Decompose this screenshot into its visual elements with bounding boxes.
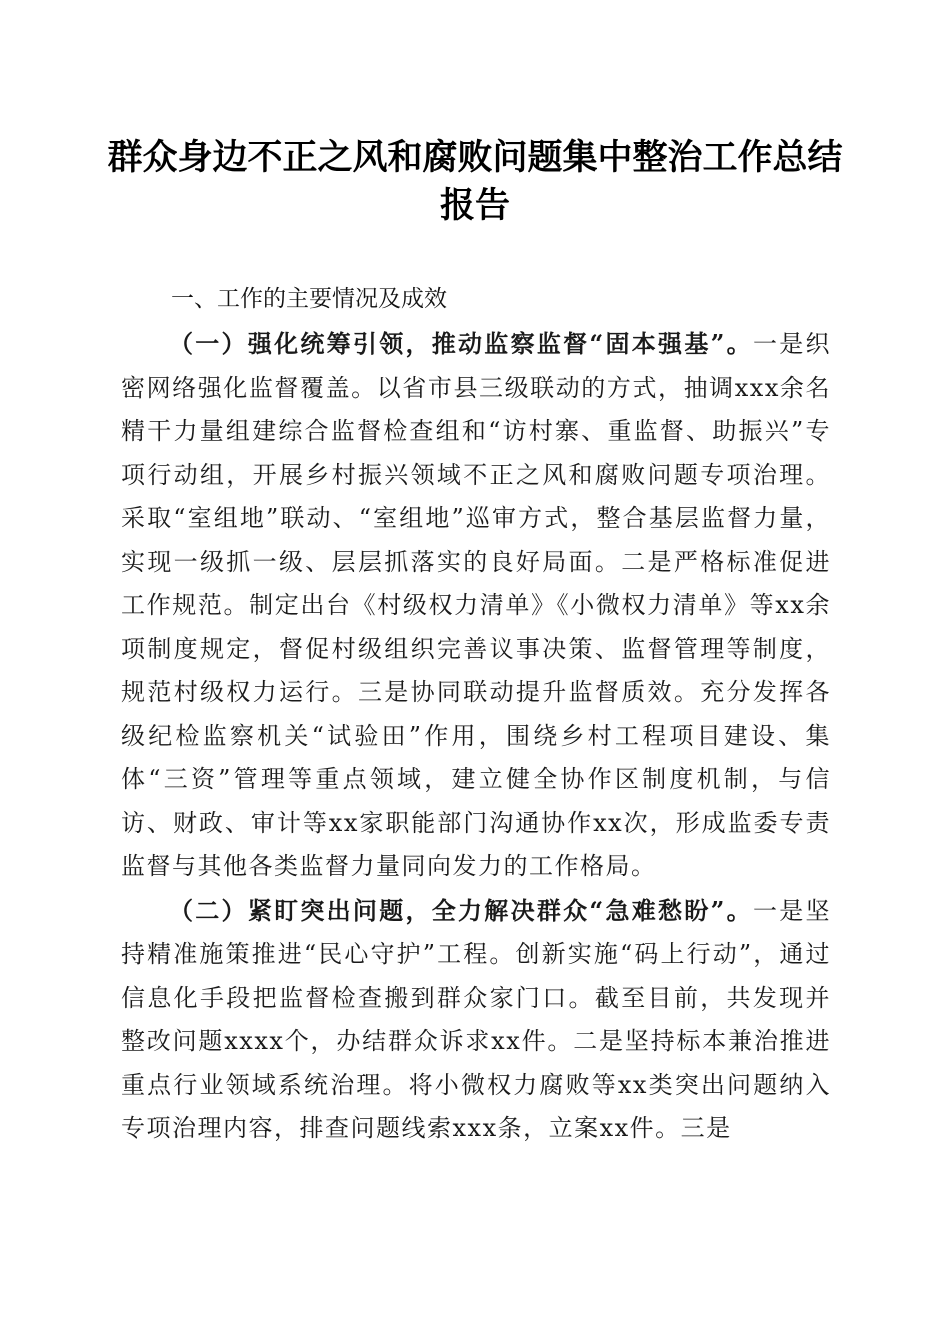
document-body <box>121 276 831 1151</box>
subsection-1-paragraph <box>121 322 831 889</box>
subsection-2-text: 一是坚持精准施策推进“民心守护”工程。创新实施“码上行动”，通过信息化手段把监督检查搬到群众家门口。截至目前，共发现并整改问题xxxx个，办结群众诉求xx件。二是坚持标本兼治推进重点行业领域系统治理。将小微权力腐败等xx类突出问题纳入专项治理内容，排查问题线索xxx条，立案xx件。三是 <box>121 896 832 1142</box>
subsection-1-text: 一是织密网络强化监督覆盖。以省市县三级联动的方式，抽调xxx余名精干力量组建综合监督检查组和“访村寨、重监督、助振兴”专项行动组，开展乡村振兴领域不正之风和腐败问题专项治理。采取“室组地”联动、“室组地”巡审方式，整合基层监督力量，实现一级抓一级、层层抓落实的良好局面。二是严格标准促进工作规范。制定出台《村级权力清单》《小微权力清单》等xx余项制度规定，督促村级组织完善议事决策、监督管理等制度，规范村级权力运行。三是协同联动提升监督质效。充分发挥各级纪检监察机关“试验田”作用，围绕乡村工程项目建设、集体“三资”管理等重点领域，建立健全协作区制度机制，与信访、财政、审计等xx家职能部门沟通协作xx次，形成监委专责监督与其他各类监督力量同向发力的工作格局。 <box>121 330 832 880</box>
subsection-1-lead: （一）强化统筹引领，推动监察监督“固本强基”。 <box>169 329 753 358</box>
subsection-2-paragraph <box>121 889 831 1151</box>
subsection-2-lead: （二）紧盯突出问题，全力解决群众“急难愁盼”。 <box>169 895 753 925</box>
document-title: 群众身边不正之风和腐败问题集中整治工作总结报告 <box>107 137 843 226</box>
section-heading: 一、工作的主要情况及成效 <box>171 286 447 312</box>
